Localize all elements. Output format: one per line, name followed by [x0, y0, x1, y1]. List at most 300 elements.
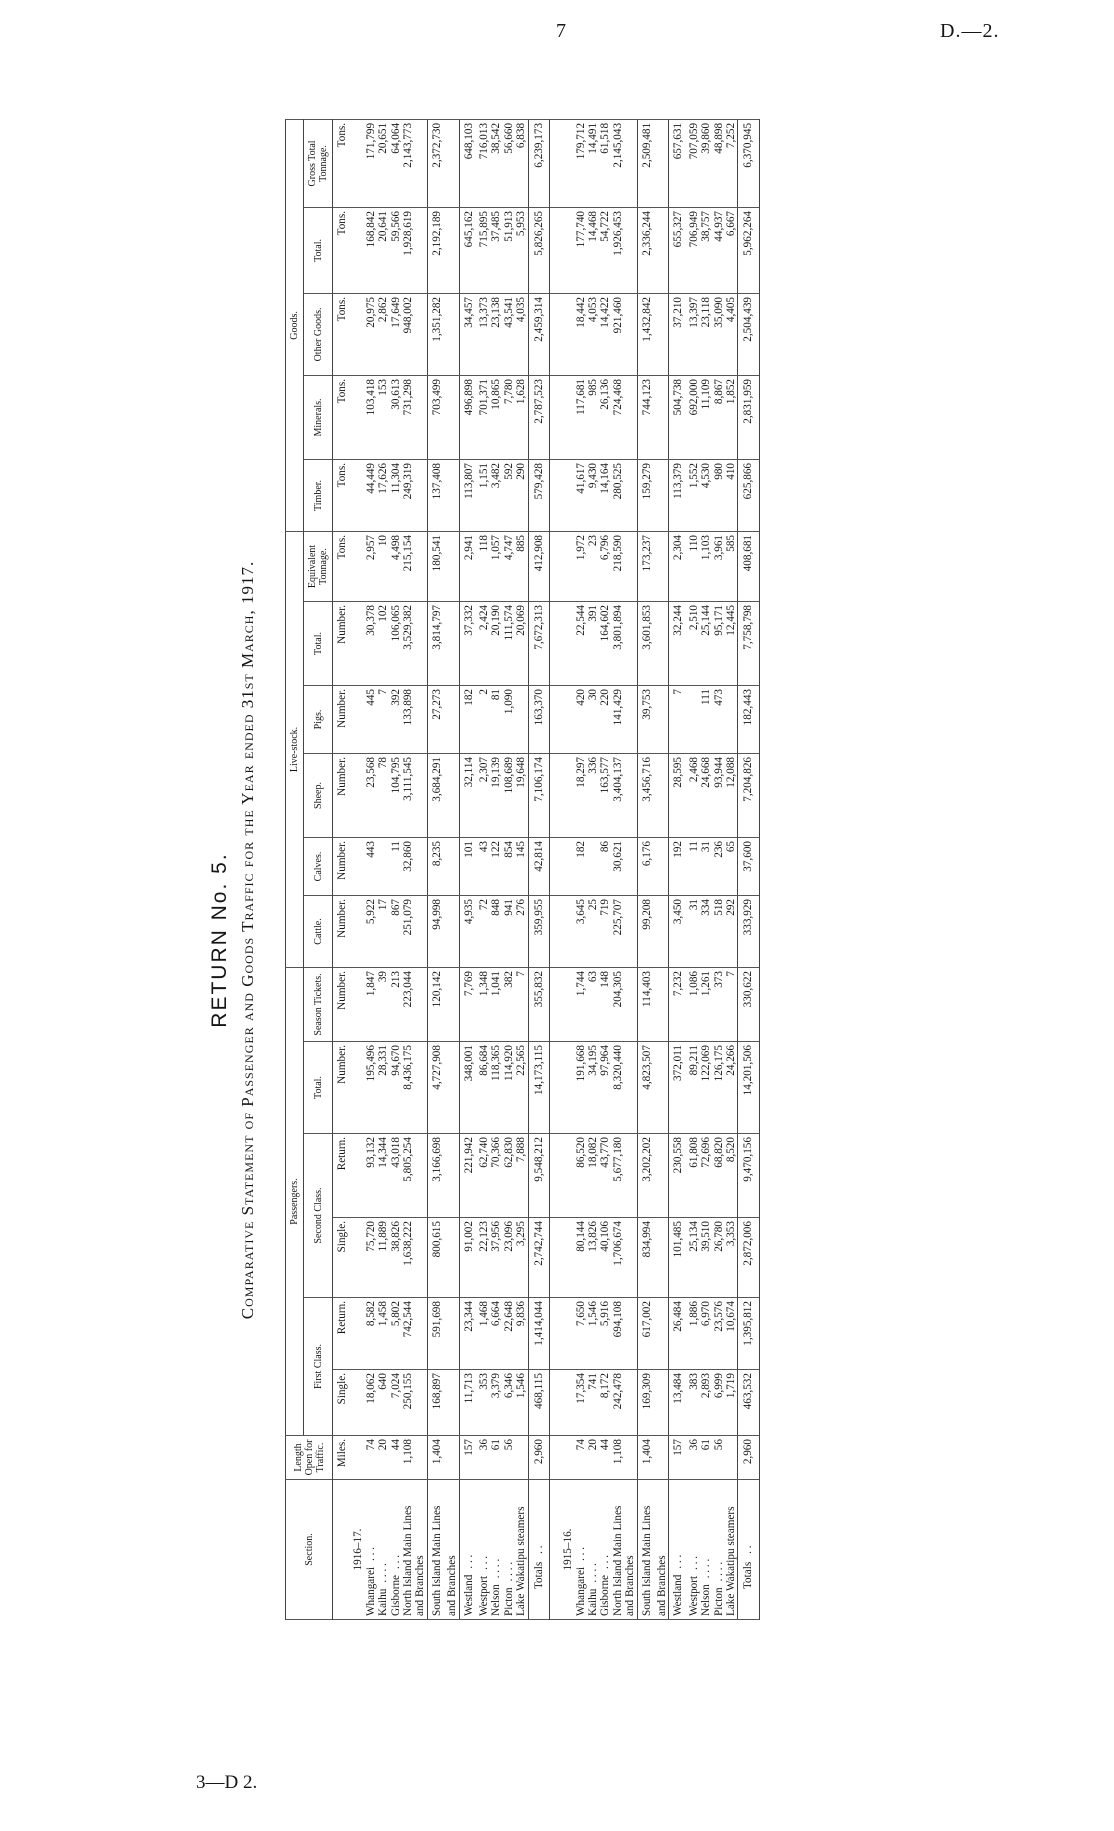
section-name: Whangarei — [364, 1566, 377, 1616]
section-name: North Island Main Lines — [611, 1505, 624, 1616]
value-cell: 5,953 — [515, 207, 528, 293]
value-cell: 30,378 — [365, 601, 377, 685]
total-cell: 42,814 — [528, 837, 549, 895]
value-cell: 7,024 — [390, 1370, 402, 1436]
value-cell: 10,674 — [725, 1298, 738, 1370]
value-cell: 2,307 — [478, 753, 490, 837]
value-cell: 104,795 — [390, 753, 402, 837]
value-cell: 2,304 — [669, 531, 688, 601]
totals-label: Totals — [742, 1561, 755, 1589]
section-cell — [575, 1480, 587, 1620]
value-cell: 391 — [587, 601, 599, 685]
value-cell: 126,175 — [713, 1042, 725, 1134]
total-cell: 6,370,945 — [738, 119, 759, 207]
value-cell: 4,823,507 — [637, 1042, 656, 1134]
value-cell: 18,442 — [575, 293, 587, 375]
value-cell: 86 — [599, 837, 611, 895]
empty-cell — [558, 207, 574, 293]
leader-dots: . . — [742, 1545, 755, 1554]
value-cell: 93,132 — [365, 1134, 377, 1218]
empty-cell — [558, 531, 574, 601]
value-cell — [414, 601, 427, 685]
unit-label: Single. — [333, 1218, 349, 1298]
value-cell: 22,123 — [478, 1218, 490, 1298]
value-cell: 7,769 — [459, 967, 478, 1041]
value-cell: 91,002 — [459, 1218, 478, 1298]
value-cell: 5,916 — [599, 1298, 611, 1370]
unit-label: Single. — [333, 1370, 349, 1436]
year-label: 1915–16. — [558, 1480, 574, 1620]
value-cell: 3,529,382 — [402, 601, 414, 685]
value-cell: 11 — [688, 837, 700, 895]
value-cell — [656, 895, 669, 967]
header-goods: Goods. — [286, 119, 304, 531]
value-cell: 3,379 — [490, 1370, 502, 1436]
empty-cell — [558, 1298, 574, 1370]
header-goods-total: Total. — [304, 207, 333, 293]
value-cell: 1,108 — [612, 1436, 624, 1480]
footer-code: 3—D 2. — [196, 1772, 258, 1793]
value-cell: 443 — [365, 837, 377, 895]
value-cell: 110 — [688, 531, 700, 601]
value-cell: 640 — [377, 1370, 389, 1436]
value-cell: 215,154 — [402, 531, 414, 601]
section-name: Westland — [672, 1574, 685, 1616]
value-cell: 8,582 — [365, 1298, 377, 1370]
table-row — [656, 119, 669, 1619]
value-cell: 10 — [377, 531, 389, 601]
value-cell — [624, 531, 637, 601]
table-row — [669, 119, 688, 1619]
value-cell: 941 — [503, 895, 515, 967]
value-cell: 26,780 — [713, 1218, 725, 1298]
value-cell: 336 — [587, 753, 599, 837]
value-cell: 32,860 — [402, 837, 414, 895]
section-cell — [612, 1480, 624, 1620]
value-cell: 1,847 — [365, 967, 377, 1041]
total-cell: 2,504,439 — [738, 293, 759, 375]
value-cell: 1,041 — [490, 967, 502, 1041]
value-cell: 7,888 — [515, 1134, 528, 1218]
value-cell: 7 — [515, 967, 528, 1041]
empty-cell — [558, 895, 574, 967]
value-cell: 948,002 — [402, 293, 414, 375]
value-cell: 122,069 — [700, 1042, 712, 1134]
value-cell: 1,886 — [688, 1298, 700, 1370]
value-cell — [414, 753, 427, 837]
value-cell — [414, 685, 427, 753]
value-cell: 86,684 — [478, 1042, 490, 1134]
value-cell: 985 — [587, 375, 599, 459]
spacer-cell — [550, 1370, 559, 1436]
value-cell: 19,648 — [515, 753, 528, 837]
value-cell — [414, 1298, 427, 1370]
value-cell: 7,650 — [575, 1298, 587, 1370]
section-cell — [446, 1480, 459, 1620]
value-cell — [656, 685, 669, 753]
value-cell — [414, 375, 427, 459]
value-cell — [624, 1436, 637, 1480]
value-cell: 7 — [725, 967, 738, 1041]
value-cell: 2,145,043 — [612, 119, 624, 207]
value-cell: 43,770 — [599, 1134, 611, 1218]
value-cell: 6,796 — [599, 531, 611, 601]
value-cell: 32,244 — [669, 601, 688, 685]
value-cell: 392 — [390, 685, 402, 753]
empty-cell — [348, 1370, 364, 1436]
value-cell: 3,111,545 — [402, 753, 414, 837]
value-cell: 103,418 — [365, 375, 377, 459]
value-cell: 6,838 — [515, 119, 528, 207]
header-cattle: Cattle. — [304, 895, 333, 967]
value-cell: 694,108 — [612, 1298, 624, 1370]
value-cell: 117,681 — [575, 375, 587, 459]
value-cell: 63 — [587, 967, 599, 1041]
leader-dots: . . . — [672, 1554, 685, 1569]
value-cell: 44 — [599, 1436, 611, 1480]
value-cell: 372,011 — [669, 1042, 688, 1134]
value-cell: 292 — [725, 895, 738, 967]
table-row — [599, 119, 611, 1619]
value-cell: 179,712 — [575, 119, 587, 207]
empty-cell — [348, 753, 364, 837]
value-cell: 11,713 — [459, 1370, 478, 1436]
section-cell — [365, 1480, 377, 1620]
value-cell: 1,108 — [402, 1436, 414, 1480]
section-name: Lake Wakatipu steamers — [515, 1506, 528, 1616]
value-cell: 61,808 — [688, 1134, 700, 1218]
value-cell: 20,069 — [515, 601, 528, 685]
value-cell: 20,190 — [490, 601, 502, 685]
value-cell: 2,372,730 — [427, 119, 446, 207]
value-cell: 51,913 — [503, 207, 515, 293]
spacer-cell — [550, 1298, 559, 1370]
value-cell: 1,261 — [700, 967, 712, 1041]
value-cell — [656, 1218, 669, 1298]
value-cell: 61 — [700, 1436, 712, 1480]
table-row — [459, 119, 478, 1619]
unit-label: Return. — [333, 1298, 349, 1370]
value-cell — [624, 1370, 637, 1436]
value-cell — [656, 1370, 669, 1436]
value-cell: 383 — [688, 1370, 700, 1436]
value-cell: 250,155 — [402, 1370, 414, 1436]
leader-dots: . . . — [478, 1555, 491, 1570]
value-cell: 22,544 — [575, 601, 587, 685]
section-cell — [587, 1480, 599, 1620]
value-cell: 716,013 — [478, 119, 490, 207]
value-cell: 1,348 — [478, 967, 490, 1041]
year-heading-row — [348, 119, 364, 1619]
value-cell — [446, 1436, 459, 1480]
table-row — [515, 119, 528, 1619]
value-cell: 23,096 — [503, 1218, 515, 1298]
value-cell: 8,520 — [725, 1134, 738, 1218]
value-cell: 12,445 — [725, 601, 738, 685]
value-cell — [446, 1298, 459, 1370]
leader-dots: . . . . — [502, 1561, 515, 1582]
value-cell: 24,266 — [725, 1042, 738, 1134]
total-cell: 579,428 — [528, 459, 549, 531]
empty-cell — [348, 837, 364, 895]
value-cell: 182 — [575, 837, 587, 895]
value-cell: 701,371 — [478, 375, 490, 459]
value-cell: 72,696 — [700, 1134, 712, 1218]
value-cell — [446, 895, 459, 967]
value-cell: 101 — [459, 837, 478, 895]
value-cell: 120,142 — [427, 967, 446, 1041]
return-title: RETURN No. 5. — [208, 852, 231, 1028]
value-cell: 6,970 — [700, 1298, 712, 1370]
value-cell — [446, 1218, 459, 1298]
empty-cell — [348, 1298, 364, 1370]
value-cell: 373 — [713, 967, 725, 1041]
spacer-cell — [550, 459, 559, 531]
value-cell — [624, 459, 637, 531]
value-cell: 74 — [575, 1436, 587, 1480]
value-cell — [624, 207, 637, 293]
unit-label: Number. — [333, 895, 349, 967]
value-cell: 48,898 — [713, 119, 725, 207]
value-cell — [414, 1218, 427, 1298]
value-cell: 157 — [459, 1436, 478, 1480]
total-cell: 7,204,826 — [738, 753, 759, 837]
empty-cell — [348, 967, 364, 1041]
value-cell: 1,926,453 — [612, 207, 624, 293]
value-cell: 3,801,894 — [612, 601, 624, 685]
value-cell: 9,430 — [587, 459, 599, 531]
value-cell: 2,468 — [688, 753, 700, 837]
value-cell: 94,670 — [390, 1042, 402, 1134]
value-cell: 731,298 — [402, 375, 414, 459]
value-cell: 37,210 — [669, 293, 688, 375]
value-cell: 44 — [390, 1436, 402, 1480]
value-cell: 2,893 — [700, 1370, 712, 1436]
value-cell: 23,344 — [459, 1298, 478, 1370]
value-cell — [587, 837, 599, 895]
value-cell — [624, 895, 637, 967]
value-cell: 43,541 — [503, 293, 515, 375]
total-cell: 2,459,314 — [528, 293, 549, 375]
value-cell: 1,628 — [515, 375, 528, 459]
value-cell — [414, 1370, 427, 1436]
value-cell: 1,086 — [688, 967, 700, 1041]
value-cell: 36 — [688, 1436, 700, 1480]
value-cell: 4,747 — [503, 531, 515, 601]
value-cell: 118 — [478, 531, 490, 601]
value-cell: 108,689 — [503, 753, 515, 837]
section-cell — [713, 1480, 725, 1620]
section-cell — [478, 1480, 490, 1620]
value-cell — [656, 119, 669, 207]
value-cell: 8,320,440 — [612, 1042, 624, 1134]
header-livestock-total: Total. — [304, 601, 333, 685]
value-cell: 31 — [688, 895, 700, 967]
table-body — [333, 119, 760, 1619]
empty-cell — [558, 293, 574, 375]
value-cell: 2,509,481 — [637, 119, 656, 207]
value-cell: 2,941 — [459, 531, 478, 601]
value-cell — [656, 601, 669, 685]
section-cell — [637, 1480, 656, 1620]
value-cell: 1,638,222 — [402, 1218, 414, 1298]
value-cell: 180,541 — [427, 531, 446, 601]
value-cell: 23,576 — [713, 1298, 725, 1370]
unit-label: Number. — [333, 1042, 349, 1134]
table-row — [427, 119, 446, 1619]
value-cell: 236 — [713, 837, 725, 895]
total-cell: 412,908 — [528, 531, 549, 601]
spacer-cell — [550, 207, 559, 293]
value-cell: 18,297 — [575, 753, 587, 837]
empty-cell — [348, 293, 364, 375]
traffic-statement-table — [285, 119, 760, 1620]
value-cell: 1,090 — [503, 685, 515, 753]
value-cell: 1,351,282 — [427, 293, 446, 375]
value-cell: 31 — [700, 837, 712, 895]
value-cell — [414, 119, 427, 207]
value-cell: 204,305 — [612, 967, 624, 1041]
value-cell: 504,738 — [669, 375, 688, 459]
value-cell — [446, 837, 459, 895]
section-name: Westport — [478, 1575, 491, 1616]
value-cell: 7,232 — [669, 967, 688, 1041]
empty-cell — [558, 601, 574, 685]
value-cell — [624, 967, 637, 1041]
value-cell: 148 — [599, 967, 611, 1041]
value-cell: 7 — [669, 685, 688, 753]
value-cell — [377, 837, 389, 895]
empty-cell — [348, 207, 364, 293]
value-cell: 703,499 — [427, 375, 446, 459]
value-cell: 114,920 — [503, 1042, 515, 1134]
value-cell: 655,327 — [669, 207, 688, 293]
value-cell: 885 — [515, 531, 528, 601]
value-cell: 4,530 — [700, 459, 712, 531]
value-cell: 11 — [390, 837, 402, 895]
total-cell: 330,622 — [738, 967, 759, 1041]
value-cell: 56 — [503, 1436, 515, 1480]
value-cell — [656, 1298, 669, 1370]
value-cell: 382 — [503, 967, 515, 1041]
header-first-class: First Class. — [304, 1298, 333, 1436]
value-cell: 1,151 — [478, 459, 490, 531]
total-cell: 6,239,173 — [528, 119, 549, 207]
total-cell: 5,826,265 — [528, 207, 549, 293]
unit-label: Tons. — [333, 375, 349, 459]
header-equivalent-tonnage: Equivalent Tonnage. — [304, 531, 333, 601]
total-cell: 355,832 — [528, 967, 549, 1041]
spacer-cell — [550, 1134, 559, 1218]
section-name: Gisborne — [389, 1574, 402, 1616]
value-cell: 225,707 — [612, 895, 624, 967]
empty-cell — [348, 1218, 364, 1298]
value-cell: 17,649 — [390, 293, 402, 375]
value-cell: 2,424 — [478, 601, 490, 685]
section-cell — [599, 1480, 611, 1620]
value-cell — [656, 375, 669, 459]
value-cell — [688, 685, 700, 753]
header-timber: Timber. — [304, 459, 333, 531]
value-cell: 3,456,716 — [637, 753, 656, 837]
value-cell: 2,192,189 — [427, 207, 446, 293]
total-cell: 7,758,798 — [738, 601, 759, 685]
value-cell: 2,862 — [377, 293, 389, 375]
value-cell: 157 — [669, 1436, 688, 1480]
value-cell — [656, 967, 669, 1041]
value-cell: 56,660 — [503, 119, 515, 207]
value-cell: 3,601,853 — [637, 601, 656, 685]
value-cell: 4,935 — [459, 895, 478, 967]
value-cell: 25 — [587, 895, 599, 967]
table-row — [612, 119, 624, 1619]
value-cell: 1,458 — [377, 1298, 389, 1370]
value-cell: 102 — [377, 601, 389, 685]
total-cell: 14,173,115 — [528, 1042, 549, 1134]
section-name: Westport — [687, 1575, 700, 1616]
empty-cell — [348, 1134, 364, 1218]
value-cell: 280,525 — [612, 459, 624, 531]
unit-label: Number. — [333, 753, 349, 837]
section-cell — [490, 1480, 502, 1620]
spacer-row — [550, 119, 559, 1619]
value-cell: 14,422 — [599, 293, 611, 375]
value-cell: 20 — [587, 1436, 599, 1480]
value-cell: 10,865 — [490, 375, 502, 459]
value-cell: 72 — [478, 895, 490, 967]
value-cell: 114,403 — [637, 967, 656, 1041]
table-row — [688, 119, 700, 1619]
leader-dots: . . . — [599, 1555, 612, 1569]
section-name: Westland — [462, 1574, 475, 1616]
value-cell: 95,171 — [713, 601, 725, 685]
section-name: Kaihu — [586, 1588, 599, 1616]
year-label: 1916–17. — [348, 1480, 364, 1620]
spacer-cell — [550, 837, 559, 895]
table-row — [402, 119, 414, 1619]
value-cell — [446, 1370, 459, 1436]
value-cell: 218,590 — [612, 531, 624, 601]
total-cell: 182,443 — [738, 685, 759, 753]
value-cell: 13,826 — [587, 1218, 599, 1298]
leader-dots: . . . — [389, 1555, 402, 1569]
value-cell: 59,566 — [390, 207, 402, 293]
empty-cell — [558, 1042, 574, 1134]
value-cell: 30,621 — [612, 837, 624, 895]
value-cell: 6,667 — [725, 207, 738, 293]
value-cell: 30 — [587, 685, 599, 753]
value-cell: 4,727,908 — [427, 1042, 446, 1134]
value-cell: 648,103 — [459, 119, 478, 207]
value-cell — [624, 293, 637, 375]
section-cell — [414, 1480, 427, 1620]
value-cell — [624, 837, 637, 895]
header-passenger-total: Total. — [304, 1042, 333, 1134]
empty-cell — [348, 895, 364, 967]
totals-row — [528, 119, 549, 1619]
value-cell: 1,057 — [490, 531, 502, 601]
value-cell: 14,164 — [599, 459, 611, 531]
totals-label-cell — [738, 1480, 759, 1620]
value-cell: 25,144 — [700, 601, 712, 685]
value-cell: 5,805,254 — [402, 1134, 414, 1218]
value-cell: 692,000 — [688, 375, 700, 459]
leader-dots: . . . — [574, 1546, 587, 1561]
value-cell: 64,064 — [390, 119, 402, 207]
value-cell: 4,053 — [587, 293, 599, 375]
value-cell — [624, 1218, 637, 1298]
total-cell: 463,532 — [738, 1370, 759, 1436]
